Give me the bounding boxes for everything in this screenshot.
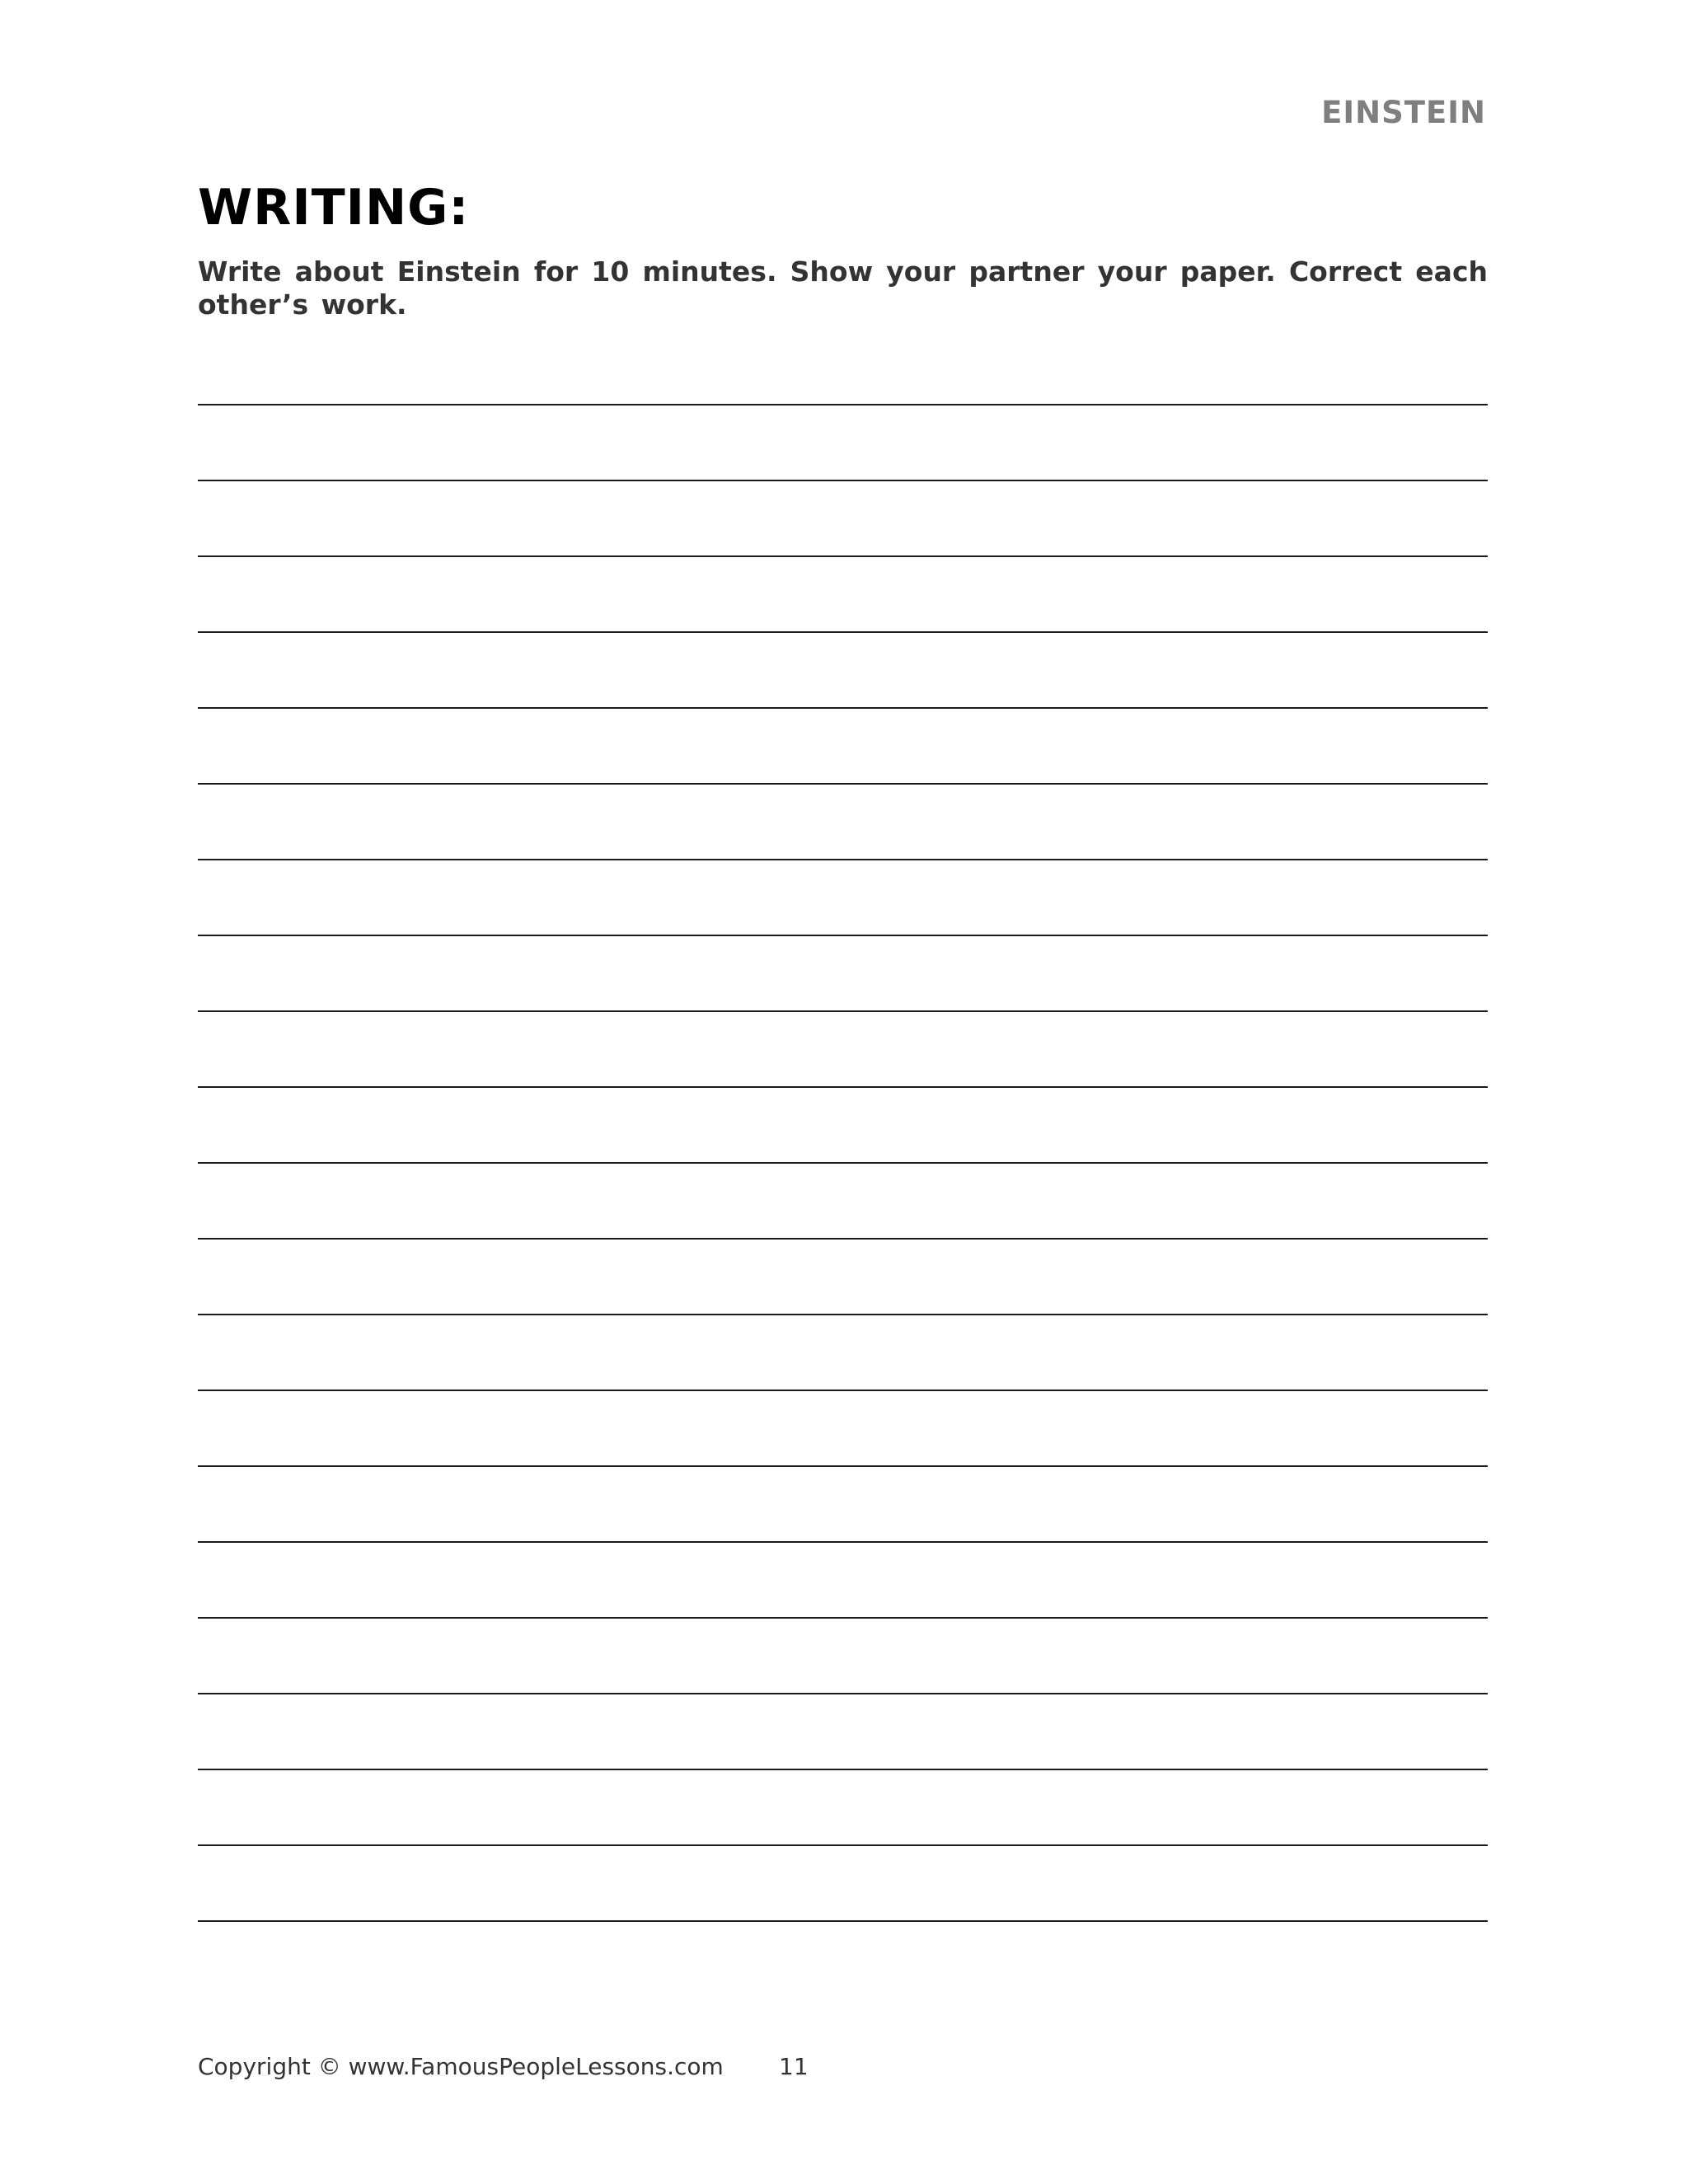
writing-line [198,1010,1488,1012]
writing-line [198,1693,1488,1694]
writing-line [198,631,1488,633]
writing-line [198,480,1488,481]
writing-line [198,404,1488,405]
page-number: 11 [779,2053,809,2080]
writing-line [198,1314,1488,1315]
footer-copyright: Copyright © www.FamousPeopleLessons.com [198,2053,724,2080]
writing-line [198,1617,1488,1619]
header-name: EINSTEIN [1321,95,1486,130]
writing-line [198,859,1488,860]
writing-line [198,1541,1488,1543]
writing-line [198,1465,1488,1467]
instructions-text: Write about Einstein for 10 minutes. Show your partner your paper. Correct each other’s work. [198,255,1488,321]
writing-line [198,1238,1488,1240]
writing-line [198,555,1488,557]
writing-line [198,1844,1488,1846]
writing-line [198,707,1488,709]
writing-line [198,935,1488,936]
writing-line [198,1086,1488,1088]
writing-line [198,1162,1488,1164]
writing-line [198,783,1488,785]
section-title: WRITING: [198,179,470,237]
writing-line [198,1769,1488,1770]
writing-line [198,1920,1488,1922]
writing-line [198,1390,1488,1391]
